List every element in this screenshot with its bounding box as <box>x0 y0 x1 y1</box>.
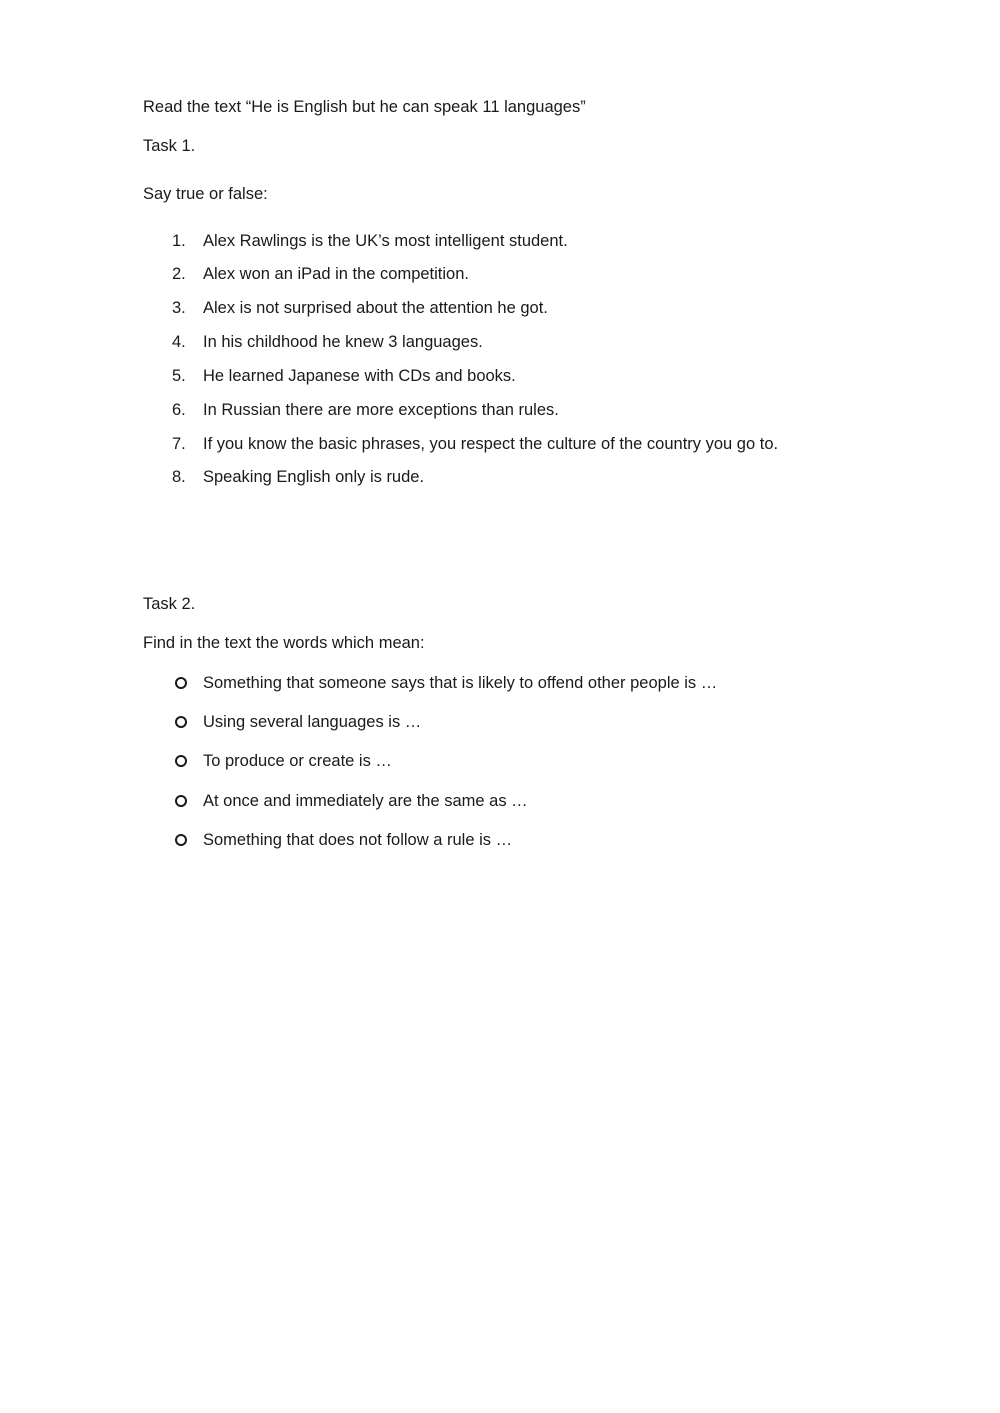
item-text: In his childhood he knew 3 languages. <box>203 333 483 351</box>
item-text: To produce or create is … <box>203 752 392 770</box>
item-number: 8. <box>172 468 186 486</box>
item-number: 2. <box>172 265 186 283</box>
circle-bullet-icon <box>175 716 187 728</box>
item-text: At once and immediately are the same as … <box>203 792 528 810</box>
item-text: Using several languages is … <box>203 713 422 731</box>
circle-bullet-icon <box>175 795 187 807</box>
item-text: Something that someone says that is likely to offend other people is … <box>203 674 718 692</box>
item-number: 4. <box>172 333 186 351</box>
item-number: 6. <box>172 401 186 419</box>
item-text: Alex won an iPad in the competition. <box>203 265 469 283</box>
task2-instruction: Find in the text the words which mean: <box>143 634 425 652</box>
item-text: Something that does not follow a rule is … <box>203 831 513 849</box>
intro-text: Read the text “He is English but he can speak 11 languages” <box>143 98 586 116</box>
item-text: Alex is not surprised about the attention he got. <box>203 299 548 317</box>
task1-instruction: Say true or false: <box>143 185 268 203</box>
circle-bullet-icon <box>175 834 187 846</box>
circle-bullet-icon <box>175 677 187 689</box>
item-text: He learned Japanese with CDs and books. <box>203 367 516 385</box>
item-number: 5. <box>172 367 186 385</box>
item-number: 1. <box>172 232 186 250</box>
item-number: 7. <box>172 435 186 453</box>
task1-heading: Task 1. <box>143 137 196 155</box>
item-text: In Russian there are more exceptions than rules. <box>203 401 559 419</box>
item-text: Alex Rawlings is the UK’s most intelligent student. <box>203 232 568 250</box>
task2-heading: Task 2. <box>143 595 196 613</box>
item-text: If you know the basic phrases, you respect the culture of the country you go to. <box>203 435 779 453</box>
circle-bullet-icon <box>175 755 187 767</box>
item-text: Speaking English only is rude. <box>203 468 425 486</box>
item-number: 3. <box>172 299 186 317</box>
